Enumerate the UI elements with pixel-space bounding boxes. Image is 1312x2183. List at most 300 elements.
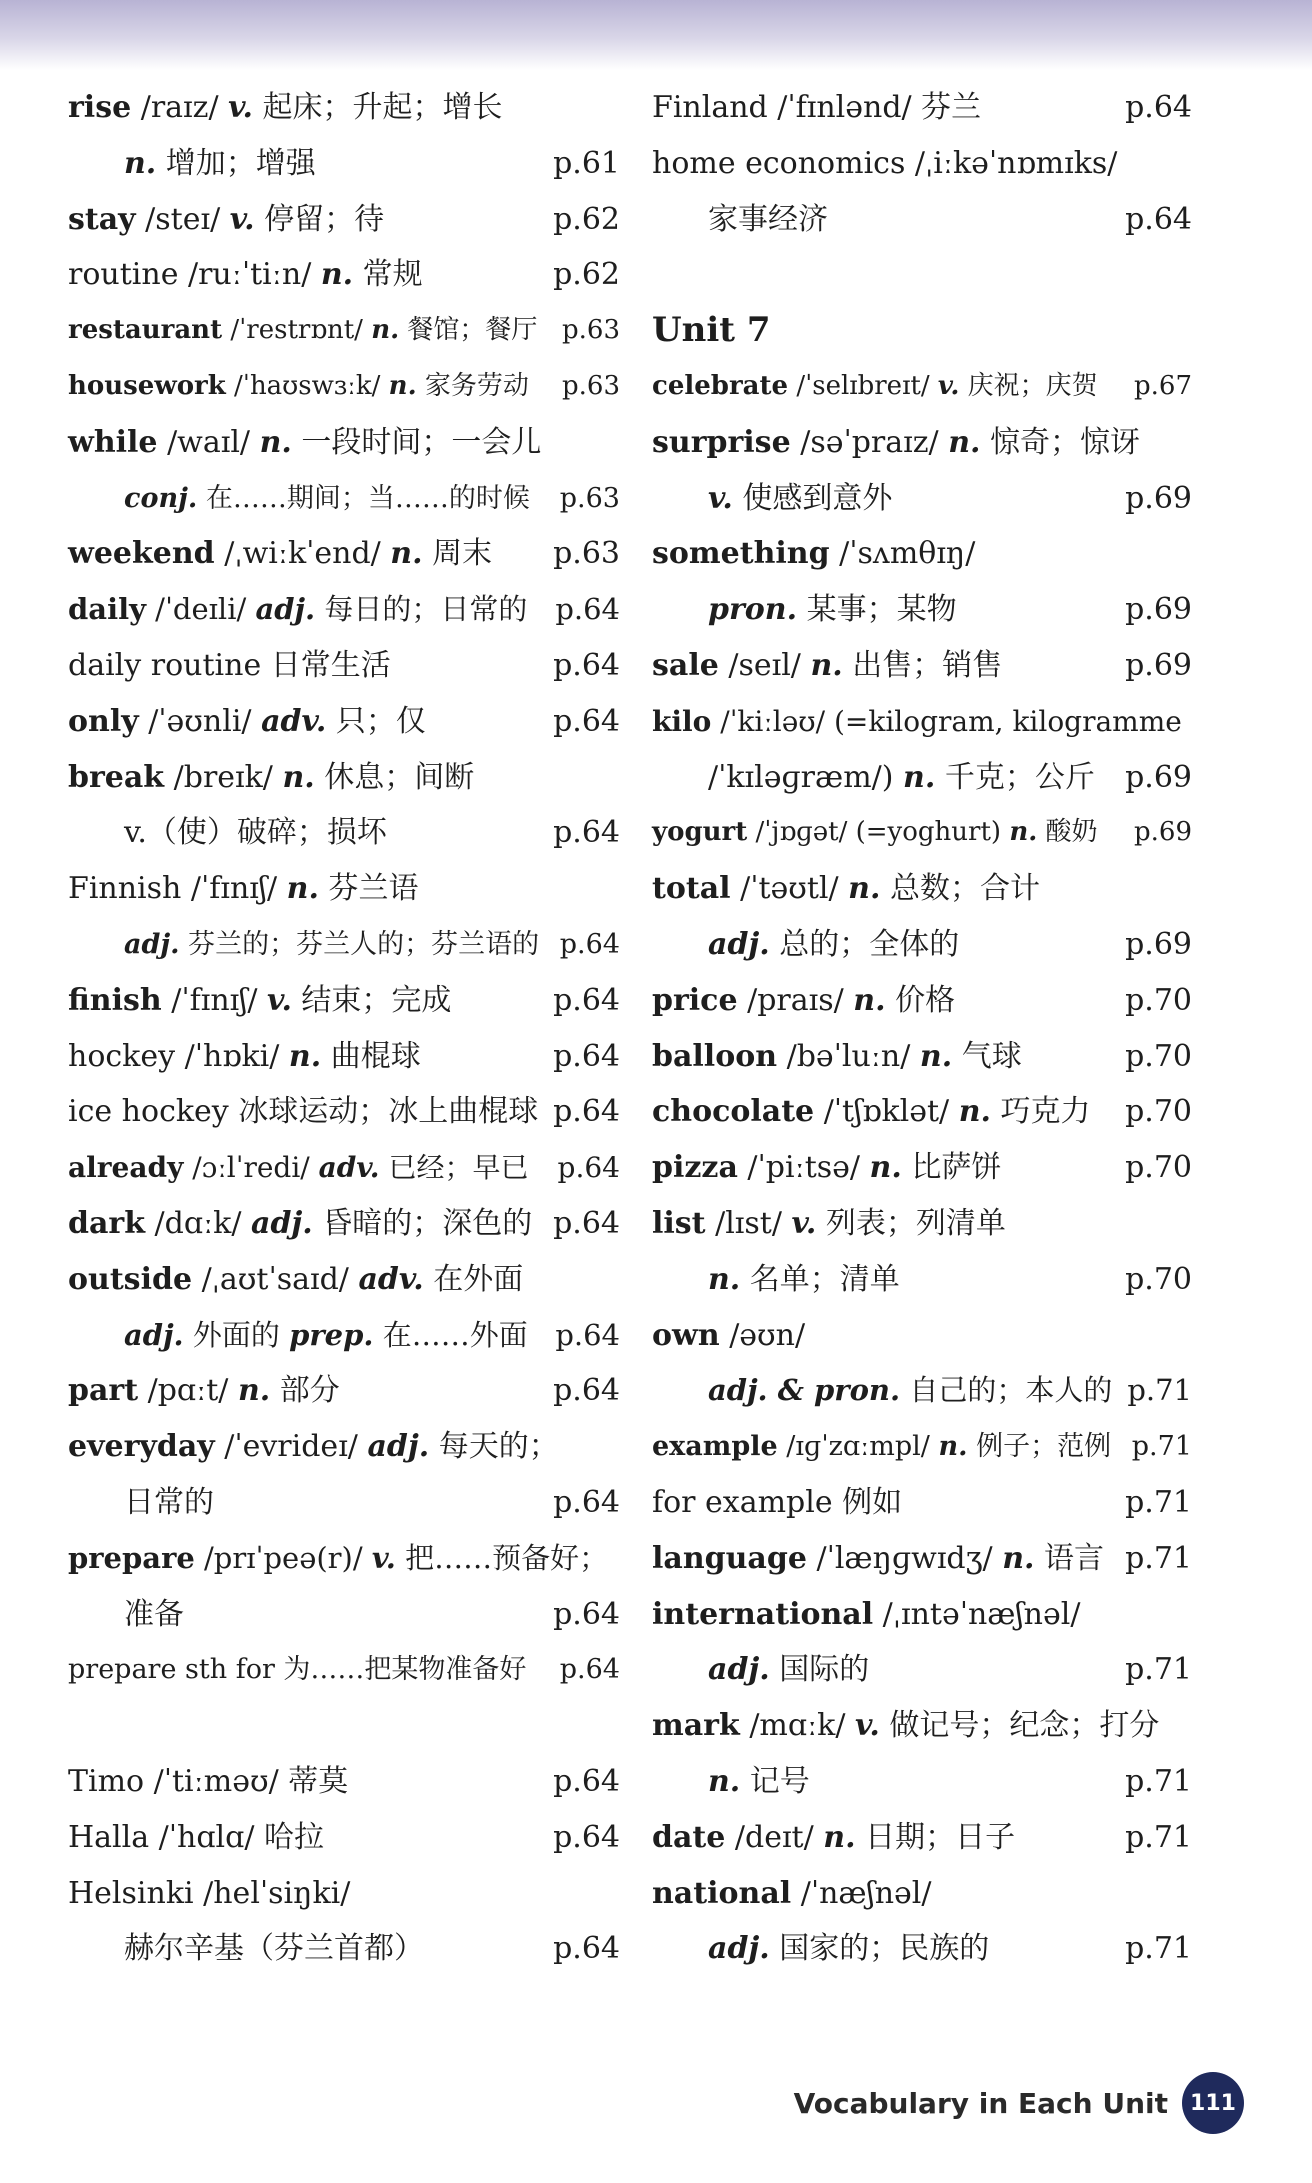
phonetic: /ˈkiːləʊ/ (=kilogram, kilogramme	[711, 704, 1182, 738]
headword: break	[68, 759, 165, 795]
definition: 结束；完成	[291, 982, 452, 1018]
page-reference: p.70	[1125, 1038, 1192, 1074]
headword: date	[652, 1819, 726, 1855]
phonetic: /ɔːlˈredi/	[183, 1151, 319, 1185]
part-of-speech: adj.	[124, 928, 180, 960]
page-reference: p.71	[1131, 1431, 1192, 1463]
entry-text	[68, 1318, 528, 1352]
phonetic: /əʊn/	[719, 1317, 806, 1353]
entry-text	[68, 1541, 608, 1575]
entry-text	[68, 1485, 214, 1520]
vocabulary-entry	[68, 136, 620, 192]
entry-text	[68, 371, 529, 401]
headword: only	[68, 703, 139, 739]
entry-plain-text: 赫尔辛基（芬兰首都）	[124, 1931, 424, 1967]
part-of-speech: n.	[288, 1038, 322, 1074]
page-reference: p.62	[553, 201, 620, 237]
definition: 每天的；	[429, 1429, 559, 1465]
definition: 语言	[1034, 1540, 1105, 1576]
page-reference: p.69	[1125, 647, 1192, 683]
vocabulary-entry	[652, 1698, 1192, 1754]
part-of-speech: n.	[919, 1038, 953, 1074]
page-reference: p.63	[553, 536, 620, 572]
part-of-speech: adj.	[708, 1931, 770, 1967]
headword: price	[652, 982, 738, 1018]
vocabulary-entry	[652, 638, 1192, 694]
part-of-speech: adj.	[708, 926, 770, 962]
entry-text	[652, 1541, 1104, 1576]
vocabulary-entry	[652, 1587, 1192, 1643]
page-reference: p.71	[1125, 1763, 1192, 1799]
entry-plain-text: 日常的	[124, 1484, 214, 1520]
vocabulary-entry	[652, 1921, 1192, 1977]
page-top-band	[0, 0, 1312, 70]
entry-text	[68, 202, 384, 237]
entry-plain-text: /ˈkɪləɡræm/)	[708, 759, 904, 795]
page-reference: p.69	[1125, 926, 1192, 962]
page-reference: p.71	[1125, 1652, 1192, 1688]
entry-text	[652, 1485, 902, 1520]
entry-plain-text: prepare sth for 为……把某物准备好	[68, 1654, 527, 1686]
headword: prepare	[68, 1540, 195, 1575]
right-vocabulary-column	[652, 80, 1192, 1977]
phonetic: /ˈevrideɪ/	[214, 1429, 368, 1465]
definition: 某事；某物	[797, 592, 957, 628]
entry-text	[68, 425, 541, 460]
entry-text	[68, 1764, 348, 1799]
part-of-speech: adj.	[367, 1429, 430, 1465]
entry-text	[652, 90, 981, 125]
part-of-speech: n.	[958, 1094, 991, 1130]
vocabulary-entry	[652, 1252, 1192, 1308]
phonetic: /deɪt/	[725, 1819, 824, 1855]
entry-text	[652, 1431, 1111, 1462]
definition: 自己的；本人的	[900, 1373, 1113, 1408]
entry-plain-text: home economics /ˌiːkəˈnɒmɪks/	[652, 145, 1118, 181]
phonetic: /prɪˈpeə(r)/	[194, 1540, 372, 1575]
part-of-speech: v.	[371, 1540, 396, 1575]
entry-text	[68, 1151, 528, 1184]
headword: example	[652, 1431, 778, 1463]
entry-text	[652, 1373, 1112, 1407]
phonetic: /pɑːt/	[138, 1373, 238, 1409]
headword: rise	[68, 90, 132, 125]
definition: 周末	[422, 536, 493, 572]
phonetic: /bəˈluːn/	[777, 1038, 920, 1074]
vocabulary-entry	[652, 80, 1192, 136]
vocabulary-entry	[652, 1475, 1192, 1531]
entry-text	[68, 1262, 523, 1297]
headword: stay	[68, 201, 136, 237]
definition: 千克；公斤	[935, 759, 1095, 795]
vocabulary-entry	[68, 192, 620, 248]
page-footer	[794, 2072, 1244, 2134]
part-of-speech: adj.	[251, 1205, 313, 1241]
page-reference: p.67	[1134, 370, 1192, 401]
definition: 在外面	[423, 1261, 524, 1297]
definition: 只；仅	[326, 703, 426, 739]
footer-title: Vocabulary in Each Unit	[793, 2086, 1168, 2120]
page-reference: p.71	[1125, 1819, 1192, 1855]
definition: 一段时间；一会儿	[291, 424, 542, 460]
entry-plain-text: ice hockey 冰球运动；冰上曲棍球	[68, 1094, 539, 1130]
entry-text	[652, 202, 828, 237]
phonetic: /ˈəʊnli/	[138, 703, 262, 739]
unit-heading	[652, 303, 1192, 359]
phonetic: /ˈtəʊtl/	[730, 871, 849, 907]
definition: 使感到意外	[732, 480, 893, 516]
vocabulary-entry	[68, 359, 620, 415]
page-reference: p.64	[1125, 90, 1192, 125]
page-reference: p.64	[553, 1484, 620, 1520]
definition: 常规	[353, 257, 423, 293]
part-of-speech: n.	[237, 1373, 271, 1409]
part-of-speech: n.	[1002, 1540, 1035, 1576]
headword: while	[68, 424, 158, 460]
entry-text	[652, 1820, 1015, 1855]
part-of-speech: adv.	[318, 1151, 380, 1185]
headword: something	[652, 536, 830, 572]
vocabulary-entry	[68, 471, 620, 527]
phonetic: /ˌaʊtˈsaɪd/	[192, 1261, 359, 1297]
phonetic: /ˈnæʃnəl/	[791, 1875, 932, 1911]
vocabulary-entry	[68, 973, 620, 1029]
headword: international	[652, 1596, 874, 1632]
entry-plain-text: 准备	[124, 1596, 184, 1632]
part-of-speech: n.	[848, 871, 881, 907]
part-of-speech: adj.	[124, 1317, 184, 1352]
definition: 增加；增强	[156, 145, 316, 181]
vocabulary-entry	[68, 638, 620, 694]
part-of-speech: n.	[371, 315, 400, 346]
part-of-speech: n.	[903, 759, 936, 795]
entry-text	[652, 648, 1002, 683]
page-reference: p.69	[1125, 759, 1192, 795]
entry-text	[652, 536, 975, 571]
part-of-speech: n.	[938, 1431, 968, 1463]
entry-plain-text: 家事经济	[708, 201, 828, 237]
page-reference: p.61	[553, 145, 620, 181]
vocabulary-entry	[652, 526, 1192, 582]
phonetic: /waɪl/	[157, 424, 260, 460]
entry-text	[652, 425, 1140, 460]
vocabulary-entry	[68, 526, 620, 582]
entry-text	[652, 1764, 810, 1799]
definition: 家务劳动	[416, 370, 529, 401]
headword: everyday	[68, 1429, 215, 1465]
headword: finish	[68, 982, 162, 1018]
phonetic: /ˈdeɪli/	[145, 592, 256, 627]
part-of-speech: adj.	[708, 1652, 770, 1688]
page-reference: p.64	[555, 1317, 620, 1352]
entry-plain-text: Halla /ˈhɑlɑ/ 哈拉	[68, 1819, 324, 1855]
headword: yogurt	[652, 817, 748, 848]
vocabulary-entry	[652, 1308, 1192, 1364]
entry-text	[68, 704, 426, 739]
headword: total	[652, 871, 731, 907]
entry-text	[68, 592, 527, 626]
part-of-speech: adv.	[261, 703, 327, 739]
entry-text	[652, 1206, 1006, 1241]
part-of-speech: adj. & pron.	[708, 1373, 901, 1408]
page-reference: p.63	[562, 315, 620, 346]
vocabulary-entry	[652, 582, 1192, 638]
entry-text	[68, 1597, 184, 1632]
entry-text	[652, 1094, 1091, 1129]
page-reference: p.70	[1125, 982, 1192, 1018]
headword: dark	[68, 1205, 146, 1241]
entry-text	[652, 592, 957, 627]
headword: chocolate	[652, 1094, 815, 1130]
page-reference: p.64	[559, 928, 620, 960]
entry-text	[68, 648, 391, 683]
entry-plain-text: Finnish /ˈfɪnɪʃ/	[68, 871, 287, 907]
part-of-speech: n.	[810, 647, 843, 683]
entry-plain-text: for example 例如	[652, 1484, 903, 1520]
entry-text	[652, 817, 1098, 847]
page-reference: p.64	[553, 1038, 620, 1074]
part-of-speech: n.	[388, 370, 417, 401]
phonetic: /ˈsʌmθɪŋ/	[829, 536, 976, 572]
page-reference: p.64	[553, 1205, 620, 1241]
entry-text	[652, 481, 892, 516]
definition: 做记号；纪念；打分	[879, 1708, 1160, 1744]
blank-line	[652, 247, 1192, 303]
headword: balloon	[652, 1038, 778, 1074]
part-of-speech: v.	[855, 1708, 880, 1744]
phonetic: /ˈhaʊswɜːk/	[225, 370, 389, 401]
entry-plain-text: daily routine 日常生活	[68, 647, 391, 683]
entry-plain-text: Helsinki /helˈsiŋki/	[68, 1875, 351, 1911]
vocabulary-entry	[68, 1810, 620, 1866]
vocabulary-entry	[68, 917, 620, 973]
entry-plain-text: Finland /ˈfɪnlənd/ 芬兰	[652, 90, 982, 125]
part-of-speech: n.	[390, 536, 423, 572]
page-reference: p.64	[555, 592, 620, 627]
definition: 在……外面	[373, 1317, 528, 1352]
vocabulary-entry	[652, 805, 1192, 861]
phonetic: /ˈpiːtsə/	[737, 1150, 870, 1186]
phonetic: /ɪɡˈzɑːmpl/	[777, 1431, 939, 1463]
definition: 外面的	[183, 1317, 290, 1352]
part-of-speech: v.	[791, 1205, 817, 1241]
definition: 昏暗的；深色的	[312, 1205, 533, 1241]
page-reference: p.64	[557, 1151, 620, 1185]
entry-text	[68, 1931, 424, 1966]
entry-text	[68, 871, 418, 906]
definition: 总数；合计	[880, 871, 1040, 907]
phonetic: /səˈpraɪz/	[790, 424, 949, 460]
vocabulary-entry	[68, 1531, 620, 1587]
phonetic: /praɪs/	[737, 982, 854, 1018]
entry-plain-text: hockey /ˈhɒki/	[68, 1038, 289, 1074]
entry-text	[652, 1597, 1080, 1632]
headword: restaurant	[68, 315, 223, 346]
vocabulary-entry	[652, 917, 1192, 973]
vocabulary-entry	[652, 1754, 1192, 1810]
part-of-speech: n.	[286, 871, 319, 907]
part-of-speech: n.	[320, 257, 354, 293]
entry-text	[68, 146, 316, 181]
page-number-badge: 111	[1182, 2072, 1244, 2134]
vocabulary-entry	[68, 750, 620, 806]
vocabulary-entry	[68, 1140, 620, 1196]
part-of-speech: v.	[228, 90, 253, 125]
vocabulary-entry	[652, 1531, 1192, 1587]
definition: 餐馆；餐厅	[399, 315, 538, 346]
definition: 总的；全体的	[769, 926, 960, 962]
page-reference: p.64	[553, 815, 620, 851]
vocabulary-entry	[68, 1587, 620, 1643]
entry-text	[68, 315, 537, 345]
part-of-speech: n.	[948, 424, 981, 460]
part-of-speech: n.	[823, 1819, 856, 1855]
vocabulary-entry	[652, 694, 1192, 750]
page-reference: p.70	[1125, 1261, 1192, 1297]
phonetic: /mɑːk/	[739, 1708, 856, 1744]
headword: national	[652, 1875, 792, 1911]
page-reference: p.71	[1127, 1373, 1192, 1408]
entry-text	[652, 146, 1117, 181]
vocabulary-entry	[68, 1029, 620, 1085]
part-of-speech: adj.	[255, 592, 316, 627]
headword: already	[68, 1151, 184, 1185]
entry-text	[652, 1262, 900, 1297]
definition: 停留；待	[254, 201, 385, 237]
definition: 酸奶	[1037, 817, 1098, 848]
entry-text	[652, 1039, 1022, 1074]
entry-text	[652, 1150, 1001, 1185]
entry-text	[68, 815, 387, 850]
vocabulary-entry	[68, 1754, 620, 1810]
vocabulary-entry	[68, 1196, 620, 1252]
part-of-speech: n.	[282, 759, 315, 795]
headword: mark	[652, 1708, 740, 1744]
vocabulary-entry	[652, 192, 1192, 248]
entry-text	[68, 929, 539, 960]
headword: pizza	[652, 1150, 738, 1186]
definition: 气球	[952, 1038, 1022, 1074]
headword: own	[652, 1317, 720, 1353]
entry-plain-text: Unit 7	[652, 310, 771, 351]
vocabulary-entry	[652, 1642, 1192, 1698]
page-reference: p.64	[553, 982, 620, 1018]
vocabulary-entry	[68, 805, 620, 861]
page-reference: p.62	[553, 257, 620, 293]
part-of-speech: n.	[853, 982, 886, 1018]
entry-text	[68, 1429, 559, 1464]
entry-text	[652, 1318, 805, 1353]
vocabulary-entry	[652, 1084, 1192, 1140]
vocabulary-entry	[652, 415, 1192, 471]
phonetic: /lɪst/	[705, 1205, 792, 1241]
entry-text	[68, 536, 492, 571]
entry-text	[652, 983, 955, 1018]
entry-text	[652, 927, 959, 962]
page-reference: p.64	[559, 1654, 620, 1686]
definition: 休息；间断	[314, 759, 475, 795]
definition: 芬兰语	[318, 871, 419, 907]
phonetic: /ˈselɪbreɪt/	[788, 370, 938, 401]
entry-text	[68, 1876, 350, 1911]
part-of-speech: prep.	[289, 1317, 374, 1352]
entry-text	[652, 371, 1098, 401]
page-reference: p.64	[553, 1931, 620, 1967]
part-of-speech: n.	[1009, 817, 1038, 848]
vocabulary-entry	[68, 1642, 620, 1698]
definition: 价格	[885, 982, 956, 1018]
page-reference: p.70	[1125, 1150, 1192, 1186]
vocabulary-entry	[68, 582, 620, 638]
phonetic: /ˈfɪnɪʃ/	[161, 982, 268, 1018]
page-reference: p.64	[553, 1373, 620, 1409]
vocabulary-entry	[68, 1308, 620, 1364]
entry-text	[652, 1652, 869, 1687]
definition: 惊奇；惊讶	[980, 424, 1140, 460]
vocabulary-entry	[652, 750, 1192, 806]
vocabulary-entry	[68, 1921, 620, 1977]
vocabulary-entry	[652, 471, 1192, 527]
phonetic: /ˈjɒɡət/ (=yoghurt)	[747, 817, 1010, 848]
part-of-speech: n.	[708, 1261, 741, 1297]
vocabulary-entry	[68, 1419, 620, 1475]
page-reference: p.69	[1134, 817, 1192, 848]
entry-text	[652, 310, 771, 350]
part-of-speech: v.	[937, 370, 960, 401]
page-reference: p.64	[553, 1596, 620, 1632]
definition: 部分	[270, 1373, 340, 1409]
entry-text	[68, 90, 503, 125]
page-reference: p.71	[1125, 1484, 1192, 1520]
page-reference: p.71	[1125, 1540, 1192, 1576]
definition: 每日的；日常的	[315, 592, 528, 627]
page-reference: p.63	[559, 482, 620, 514]
entry-plain-text: routine /ruːˈtiːn/	[68, 257, 321, 293]
entry-text	[68, 257, 423, 292]
headword: surprise	[652, 424, 791, 460]
definition: 曲棍球	[321, 1038, 421, 1074]
part-of-speech: adv.	[358, 1261, 424, 1297]
definition: 把……预备好；	[395, 1540, 609, 1575]
page-reference: p.64	[553, 1819, 620, 1855]
part-of-speech: v.	[267, 982, 292, 1018]
definition: 名单；清单	[740, 1261, 900, 1297]
headword: outside	[68, 1261, 193, 1297]
entry-text	[68, 983, 451, 1018]
page-reference: p.64	[553, 1094, 620, 1130]
vocabulary-entry	[652, 1029, 1192, 1085]
definition: 庆祝；庆贺	[959, 370, 1098, 401]
vocabulary-entry	[652, 861, 1192, 917]
part-of-speech: n.	[869, 1150, 902, 1186]
page-reference: p.70	[1125, 1094, 1192, 1130]
definition: 比萨饼	[901, 1150, 1002, 1186]
definition: 记号	[740, 1763, 810, 1799]
page-reference: p.71	[1125, 1931, 1192, 1967]
vocabulary-entry	[652, 1419, 1192, 1475]
page-reference: p.63	[562, 370, 620, 401]
headword: part	[68, 1373, 139, 1409]
part-of-speech: v.	[229, 201, 255, 237]
headword: kilo	[652, 704, 712, 738]
part-of-speech: n.	[708, 1763, 741, 1799]
vocabulary-entry	[68, 694, 620, 750]
definition: 在……期间；当……的时候	[197, 482, 530, 514]
entry-text	[652, 1708, 1159, 1743]
entry-plain-text: v.（使）破碎；损坏	[124, 815, 387, 851]
headword: language	[652, 1540, 807, 1576]
vocabulary-entry	[652, 1810, 1192, 1866]
